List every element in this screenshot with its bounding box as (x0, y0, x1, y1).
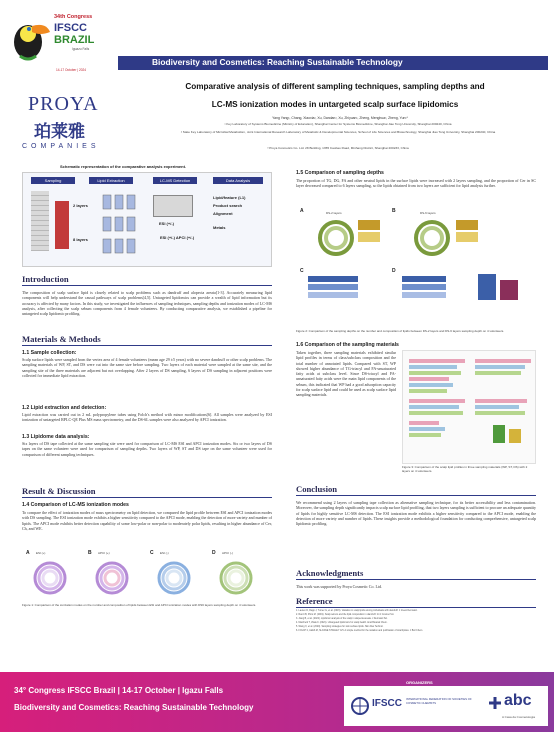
ms-instrument (153, 195, 193, 217)
depth-8-layers: 8 layers (73, 237, 88, 242)
abc-name: abc (504, 692, 532, 709)
s2-title: 1.2 Lipid extraction and detection: (22, 405, 107, 411)
ref-6: 6. FOLCH J, LEES M, SLOANE STANLEY GH. A simple method for the isolation and purification of total lipides. J Biol Chem. (296, 630, 423, 632)
brand-latin: PROYA (28, 93, 99, 115)
affiliation-1: ¹ Key Laboratory of Systems Biomedicine (Ministry of Education), Shanghai Center for Systems Biomedicine, Shanghai Jiao Tong University, Shanghai 200240, China (224, 122, 452, 126)
organizers-box (344, 686, 548, 726)
output-2: Product search (213, 203, 243, 208)
ref-heading: Reference (296, 596, 333, 606)
stage-analysis: Data Analysis (213, 177, 263, 184)
sample-box (55, 201, 69, 249)
output-3: Alignment (213, 211, 233, 216)
abc-tag: A Casa da Cosmetologia (502, 715, 536, 719)
panel-d-label: APCI (-) (222, 551, 233, 555)
s15-text: The proportion of TG, DG, FA and other neutral lipids in the surface lipids were increased with 2 layers sampling, and the proportion of Cer in SC layer decreased compared to 6 layers sampling, so the lipids obtained from two layers are sufficient for lipid analysis further. (296, 178, 536, 189)
s1-title: 1.1 Sample collection: (22, 350, 77, 356)
proya-logo (22, 93, 108, 159)
vial-icons (99, 191, 149, 261)
congress-name: IFSCC (54, 22, 87, 34)
s14-text: To compare the effect of ionization modes of mass spectrometry on lipid detection, we compared the lipid profile between ESI and APCI ionization modes with DS sampling. The ESI ionization mode exhibits a higher sensitivity compared to the APCI mode, enabling the detection of more variety and number of lipids. The APCI mode exhibits better detection capability of some low-polar or non-polar to moderately polar lipids, resulting in higher abundance of Cer, Ch, and WE. (22, 510, 272, 531)
fig2-panel-b: B (392, 208, 396, 214)
figure-1 (22, 550, 272, 602)
affiliation-2: ² State Key Laboratory of Microbial Metabolism, Joint International Research Laboratory of Metabolic & Developmental Sciences, School of Life Sciences and Biotechnology, Shanghai Jiao Tong University, Shanghai 200240, China (180, 130, 496, 134)
ref-1: 1. Lauren D, Rapp J, Turner G, et al. (2015). Variation in scalp lipids among individuals with dandruff. J Invest Dermatol. (296, 610, 418, 612)
banner-title: Biodiversity and Cosmetics: Reaching Sustainable Technology (152, 57, 403, 67)
ref-3: 3. Jiang B, et al. (2022). Lipidomic analysis of the scalp in alopecia areata. J Dermatol Sci. (296, 618, 388, 620)
schematic-figure (22, 172, 272, 267)
panel-b-letter: B (88, 550, 92, 556)
s1-text: Scalp surface lipids were sampled from the vertex area of 4 female volunteers (mean age 29 ±5 years) with no severe dandruff or other scalp problems. The sampling materials of WP, ST, and DS were cut into the same size before sampling. Two layers of each material were sampled at the same site, and the sampling site of the three materials are adjacent but not overlapping. After 2 layers of DS sampling, 6 layers of DS sampling in adjacent positions were collected for immediate lipid extraction. (22, 357, 272, 378)
footer-line-2: Biodiversity and Cosmetics: Reaching Sustainable Technology (14, 703, 254, 712)
s3-title: 1.3 Lipidome data analysis: (22, 434, 90, 440)
depth-2-layers: 2 layers (73, 203, 88, 208)
methods-heading: Materials & Methods (22, 334, 101, 344)
donut-charts (22, 558, 272, 598)
panel-a-label: ESI (+) (36, 551, 46, 555)
footer-line-1: 34° Congress IFSCC Brazil | 14-17 October | Igazu Falls (14, 686, 224, 695)
figure-1-caption: Figure 1: Comparison of the ionization modes on the number and composition of lipids between ESI and APCI ionization modes with DS6 layers sampling depth on 4 volunteers. (22, 603, 257, 607)
panel-c-letter: C (150, 550, 154, 556)
fig2-panel-d: D (392, 268, 396, 274)
intro-text: The composition of scalp surface lipid is closely related to scalp problems such as dandruff and alopecia areata[1-3]. Accurately measuring lipid components will help understand the causal pathways of scalp problems[4,5]. Untargeted lipidomics can provide a wealth of lipid information but its accuracy is affected by many factors. In this study, we investigated the influences of sampling techniques, sampling depths and ionization modes of LC-MS analysis, after collecting the scalp sebum components from 4 female volunteers. By conducting comparative analysis, we established a pipeline for untargeted scalp lipidomic profiling. (22, 290, 272, 317)
fig2-depth-2: DS-6 layers (420, 211, 436, 215)
brand-chinese: 珀莱雅 (34, 122, 85, 141)
figure-2 (296, 208, 536, 326)
title-banner (118, 56, 548, 70)
conclusion-heading: Conclusion (296, 484, 338, 494)
s15-title: 1.5 Comparison of sampling depths (296, 170, 384, 176)
s3-text: Six layers of DS tape collected at the same sampling site were used for comparison of LC-MS ESI and APCI ionization modes. Six or two layers of DS tapes on the same volunteer were used for comparison of sampling depths. Two layers of WP, ST and DS tape on the same volunteer were used for comparison of different sampling techniques. (22, 441, 272, 457)
output-1: Lipid/feature (L1) (213, 195, 246, 200)
paper-title-1: Comparative analysis of different sampling techniques, sampling depths and (185, 82, 485, 91)
paper-title-2: LC-MS ionization modes in untargeted scalp surface lipidomics (211, 100, 459, 109)
figure-3 (402, 350, 536, 464)
schematic-title: Schematic representation of the comparative analysis experiment. (60, 164, 187, 169)
fig2-depth-1: DS-2 layers (326, 211, 342, 215)
congress-country: BRAZIL (54, 34, 95, 46)
ref-2: 2. Ranzi B, Pinto M. (2019). Scalp sebum and the lipid composition in dandruff. Int J Cosmet Sci. (296, 614, 395, 616)
fig3-chart (403, 351, 537, 465)
ifscc-desc: INTERNATIONAL FEDERATION OF SOCIETIES OF COSMETIC CHEMISTS (406, 697, 472, 705)
organizers-label: ORGANIZERS (406, 680, 433, 685)
ifscc-name: IFSCC (372, 698, 402, 709)
results-rule (22, 497, 272, 498)
authors: Yang Yang¹, Chang, Xiaoxia², Xu, Dandan², Xu, Zhiyuan¹, Zheng, Menghua², Zheng, Yun¹* (272, 116, 408, 120)
mode-apci: ESI (+/-) APCI (+/-) (159, 235, 195, 240)
output-4: Metals (213, 225, 226, 230)
conclusion-rule (296, 495, 536, 496)
abc-plus-icon (488, 696, 502, 710)
ack-rule (296, 579, 536, 580)
ref-5: 5. Wang X, et al. (2020). Sampling strategies for skin surface lipids. Skin Res Technol. (296, 626, 384, 628)
brand-sub: COMPANIES (22, 143, 100, 150)
mode-esi: ESI (+/-) (159, 221, 175, 226)
ref-rule (296, 607, 536, 608)
ifscc-globe-icon (350, 696, 370, 716)
ack-heading: Acknowledgments (296, 568, 364, 578)
figure-3-caption: Figure 3: Comparison of the scalp lipid profiles in three sampling materials (WP, ST, DS) with 2 layers on 4 volunteers. (402, 465, 528, 473)
s16-title: 1.6 Comparison of the sampling materials (296, 342, 399, 348)
panel-c-label: ESI (-) (160, 551, 169, 555)
stage-detection: LC-MS Detection (153, 177, 197, 184)
methods-rule (22, 345, 272, 346)
congress-city: Iguazu Falls (72, 47, 90, 51)
s2-text: Lipid extraction was carried out in 2 mL polypropylene tubes using Folch's method with minor modifications[6]. All samples were analyzed by ESI ionization of untargeted RPLC-QE Plus MS mass spectrometry, and the DS-6L samples were also analyzed by APCI ionization. (22, 412, 272, 423)
s14-title: 1.4 Comparison of LC-MS ionization modes (22, 502, 129, 508)
fig2-panel-c: C (300, 268, 304, 274)
congress-logo (10, 8, 114, 82)
s16-text: Taken together, three sampling materials exhibited similar lipid profiles in terms of class/subclass composition and the total number of annotated lipids. Compared with ST, WP showed higher abundance of TG-triacyl and FA-unsaturated fatty acids at subclass level. Since DS-triacyl and FA-unsaturated fatty acids were the main lipid components of the sebum, this indicated that WP had a good adsorption capacity for scalp surface lipid and could be used as scalp surface lipid sampling materials. (296, 350, 396, 398)
affiliation-3: ³ Proya Cosmetics Co. Ltd. 28 Building, 1355 Caobao Road, Minhang District, Shanghai 200233, China (267, 146, 409, 150)
panel-d-letter: D (212, 550, 216, 556)
stage-extraction: Lipid Extraction (89, 177, 133, 184)
fig2-chart (296, 208, 536, 326)
stage-sampling: Sampling (31, 177, 75, 184)
intro-heading: Introduction (22, 274, 69, 284)
panel-b-label: APCI (+) (98, 551, 110, 555)
ack-text: This work was supported by Proya Cosmetic Co. Ltd. (296, 584, 382, 589)
ref-4: 4. Marchetti T, Vitale F. (2021). Untargeted lipidomics for scalp health. Anal Bioanal Chem. (296, 622, 388, 624)
congress-number: 34th Congress (54, 14, 93, 20)
fig2-panel-a: A (300, 208, 304, 214)
congress-dates: 14-17 October | 2024 (56, 68, 87, 72)
sample-strips (31, 191, 49, 251)
toucan-icon (10, 12, 50, 62)
intro-rule (22, 285, 272, 286)
results-heading: Result & Discussion (22, 486, 96, 496)
conclusion-text: We recommend using 2 layers of sampling tape collection as alternative sampling technique, for its better accessibility and less contamination. Moreover, the sampling depth significantly impacts scalp surface lipid profiling, that two layers sampling is sufficient to procure an adequate quantity of lipids for highly sensitive LC-MS detection. The ESI ionization mode exhibits a higher sensitivity compared to the APCI mode, enabling the detection of more variety and number of lipids. These insights provide a methodological foundation for conducting comprehensive, untargeted scalp lipidomic profiling. (296, 500, 536, 527)
figure-2-caption: Figure 2: Comparison of the sampling depths on the number and composition of lipids between DS-2 layers and DS-6 layers sampling depth on 4 volunteers. (296, 329, 505, 333)
panel-a-letter: A (26, 550, 30, 556)
